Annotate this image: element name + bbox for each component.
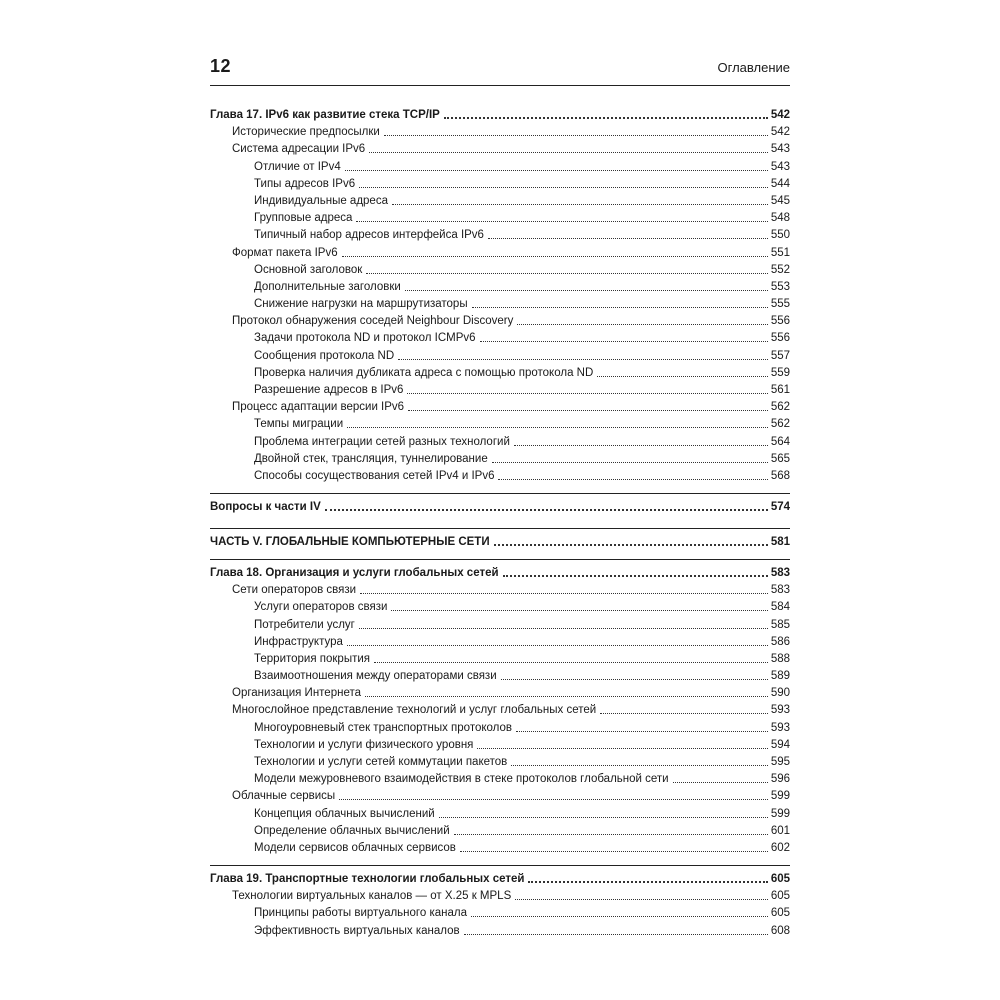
toc-entry[interactable] [210,208,790,225]
entry-title: Многоуровневый стек транспортных протоколов [254,721,513,734]
toc-entry[interactable] [210,683,790,700]
running-title: Оглавление [717,60,790,75]
questions-page: 574 [770,500,790,513]
dot-leader [492,462,768,463]
entry-title: Двойной стек, трансляция, туннелирование [254,452,488,465]
chapter-page: 605 [770,872,790,885]
dot-leader [503,575,768,577]
toc-entry[interactable] [210,886,790,903]
toc-entry[interactable] [210,225,790,242]
entry-title: Технологии и услуги физического уровня [254,738,474,751]
entry-title: Облачные сервисы [232,790,336,803]
dot-leader [444,117,768,119]
toc-entry[interactable] [210,156,790,173]
dot-leader [325,509,768,511]
entry-page: 585 [770,618,790,631]
dot-leader [342,256,768,257]
questions-title: Вопросы к части IV [210,500,321,513]
toc-entry[interactable] [210,769,790,786]
entry-page: 556 [770,332,790,345]
entry-page: 562 [770,418,790,431]
part-title: ЧАСТЬ V. ГЛОБАЛЬНЫЕ КОМПЬЮТЕРНЫЕ СЕТИ [210,535,490,548]
entry-page: 605 [770,890,790,903]
dot-leader [673,782,768,783]
toc-entry[interactable] [210,803,790,820]
dot-leader [477,748,767,749]
dot-leader [488,238,768,239]
dot-leader [369,152,768,153]
chapter-page: 542 [770,109,790,121]
entry-title: Технологии виртуальных каналов — от X.25 к MPLS [232,890,512,903]
entry-page: 584 [770,601,790,614]
toc-entry[interactable] [210,260,790,277]
dot-leader [347,427,768,428]
entry-page: 565 [770,452,790,465]
dot-leader [515,899,768,900]
entry-page: 593 [770,704,790,717]
toc-entry[interactable] [210,397,790,414]
dot-leader [528,881,767,883]
dot-leader [356,221,767,222]
entry-title: Эффективность виртуальных каналов [254,924,460,937]
dot-leader [398,359,768,360]
entry-title: Модели сервисов облачных сервисов [254,841,456,854]
dot-leader [359,187,768,188]
chapter-title: Глава 19. Транспортные технологии глобальных сетей [210,872,525,885]
entry-title: Индивидуальные адреса [254,194,388,207]
dot-leader [511,765,768,766]
entry-page: 596 [770,773,790,786]
entry-page: 544 [770,177,790,190]
entry-title: Типы адресов IPv6 [254,177,356,190]
entry-page: 543 [770,143,790,156]
entry-page: 608 [770,924,790,937]
entry-page: 553 [770,280,790,293]
entry-page: 602 [770,841,790,854]
toc-entry[interactable] [210,649,790,666]
toc-entry[interactable] [210,122,790,139]
toc-entry[interactable] [210,752,790,769]
toc-entry[interactable] [210,614,790,631]
toc-entry[interactable] [210,821,790,838]
entry-title: Формат пакета IPv6 [232,246,338,259]
entry-title: Отличие от IPv4 [254,160,341,173]
entry-page: 561 [770,384,790,396]
entry-title: Протокол обнаружения соседей Neighbour Discovery [232,315,514,328]
chapter-17-heading[interactable] [210,103,790,122]
toc-entry[interactable] [210,345,790,362]
entry-title: Организация Интернета [232,687,361,700]
section-divider [210,865,790,866]
table-of-contents [210,103,790,938]
entry-title: Проверка наличия дубликата адреса с помощью протокола ND [254,366,594,379]
chapter-18-heading[interactable] [210,561,790,580]
dot-leader [471,916,768,917]
entry-title: Разрешение адресов в IPv6 [254,384,404,396]
toc-entry[interactable] [210,242,790,259]
dot-leader [464,934,768,935]
entry-page: 562 [770,401,790,414]
entry-page: 605 [770,907,790,920]
entry-title: Типичный набор адресов интерфейса IPv6 [254,229,484,242]
toc-entry[interactable] [210,294,790,311]
entry-page: 583 [770,584,790,597]
toc-entry[interactable] [210,838,790,855]
dot-leader [516,731,768,732]
toc-entry[interactable] [210,700,790,717]
entry-page: 599 [770,807,790,820]
entry-page: 588 [770,652,790,665]
entry-page: 542 [770,126,790,139]
toc-entry[interactable] [210,139,790,156]
dot-leader [359,628,768,629]
section-divider [210,493,790,494]
dot-leader [339,799,768,800]
page-header [210,56,790,80]
entry-title: Групповые адреса [254,212,353,225]
chapter-page: 583 [770,566,790,579]
toc-entry[interactable] [210,920,790,937]
dot-leader [408,410,768,411]
entry-page: 589 [770,670,790,683]
dot-leader [384,135,768,136]
entry-title: Концепция облачных вычислений [254,807,435,820]
entry-title: Инфраструктура [254,635,343,648]
toc-entry[interactable] [210,277,790,294]
entry-page: 594 [770,738,790,751]
dot-leader [501,679,768,680]
entry-page: 548 [770,212,790,225]
entry-page: 601 [770,824,790,837]
entry-title: Взаимоотношения между операторами связи [254,670,497,683]
entry-title: Определение облачных вычислений [254,824,450,837]
questions-heading[interactable] [210,495,790,514]
toc-entry[interactable] [210,431,790,448]
entry-title: Основной заголовок [254,263,363,276]
entry-title: Сообщения протокола ND [254,349,395,362]
entry-title: Процесс адаптации версии IPv6 [232,401,405,414]
entry-title: Задачи протокола ND и протокол ICMPv6 [254,332,476,345]
section-divider [210,528,790,529]
entry-page: 543 [770,160,790,173]
dot-leader [391,610,767,611]
entry-page: 593 [770,721,790,734]
toc-entry[interactable] [210,786,790,803]
toc-entry[interactable] [210,328,790,345]
toc-entry[interactable] [210,903,790,920]
entry-page: 599 [770,790,790,803]
dot-leader [480,341,768,342]
page-number: 12 [210,56,232,76]
toc-entry[interactable] [210,414,790,431]
entry-page: 559 [770,366,790,379]
entry-title: Сети операторов связи [232,584,357,597]
part-page: 581 [770,535,790,548]
toc-entry[interactable] [210,380,790,397]
part-5-heading[interactable] [210,530,790,549]
toc-entry[interactable] [210,191,790,208]
dot-leader [407,393,767,394]
dot-leader [374,662,768,663]
dot-leader [517,324,767,325]
toc-entry[interactable] [210,666,790,683]
dot-leader [454,834,768,835]
chapter-19-heading[interactable] [210,867,790,886]
dot-leader [597,376,768,377]
dot-leader [514,445,768,446]
entry-title: Потребители услуг [254,618,355,631]
entry-page: 550 [770,229,790,242]
toc-entry[interactable] [210,174,790,191]
entry-title: Исторические предпосылки [232,126,380,139]
entry-title: Модели межуровневого взаимодействия в стеке протоколов глобальной сети [254,773,669,786]
section-divider [210,559,790,560]
toc-entry[interactable] [210,717,790,734]
toc-entry[interactable] [210,735,790,752]
entry-title: Дополнительные заголовки [254,280,401,293]
entry-title: Снижение нагрузки на маршрутизаторы [254,298,468,311]
toc-entry[interactable] [210,363,790,380]
entry-title: Территория покрытия [254,652,370,665]
entry-page: 552 [770,263,790,276]
dot-leader [439,817,768,818]
dot-leader [366,273,768,274]
toc-entry[interactable] [210,580,790,597]
entry-page: 545 [770,194,790,207]
entry-title: Способы сосуществования сетей IPv4 и IPv6 [254,469,495,482]
dot-leader [460,851,768,852]
dot-leader [600,713,768,714]
entry-page: 551 [770,246,790,259]
entry-title: Многослойное представление технологий и услуг глобальных сетей [232,704,597,717]
dot-leader [498,479,767,480]
entry-title: Проблема интеграции сетей разных технологий [254,435,510,448]
entry-title: Услуги операторов связи [254,601,388,614]
entry-title: Принципы работы виртуального канала [254,907,467,920]
entry-page: 568 [770,469,790,482]
dot-leader [365,696,768,697]
entry-page: 555 [770,298,790,311]
dot-leader [405,290,768,291]
chapter-title: Глава 18. Организация и услуги глобальных сетей [210,566,499,579]
toc-entry[interactable] [210,449,790,466]
entry-page: 586 [770,635,790,648]
dot-leader [360,593,768,594]
dot-leader [347,645,768,646]
entry-page: 590 [770,687,790,700]
entry-page: 557 [770,349,790,362]
dot-leader [494,544,768,546]
toc-entry[interactable] [210,311,790,328]
entry-title: Темпы миграции [254,418,344,431]
entry-title: Технологии и услуги сетей коммутации пакетов [254,756,508,768]
toc-entry[interactable] [210,632,790,649]
entry-title: Система адресации IPv6 [232,143,366,156]
dot-leader [392,204,768,205]
toc-entry[interactable] [210,466,790,483]
entry-page: 556 [770,315,790,328]
entry-page: 595 [770,756,790,768]
header-rule [210,85,790,86]
dot-leader [472,307,768,308]
dot-leader [345,170,768,171]
toc-entry[interactable] [210,597,790,614]
chapter-title: Глава 17. IPv6 как развитие стека TCP/IP [210,109,440,121]
entry-page: 564 [770,435,790,448]
